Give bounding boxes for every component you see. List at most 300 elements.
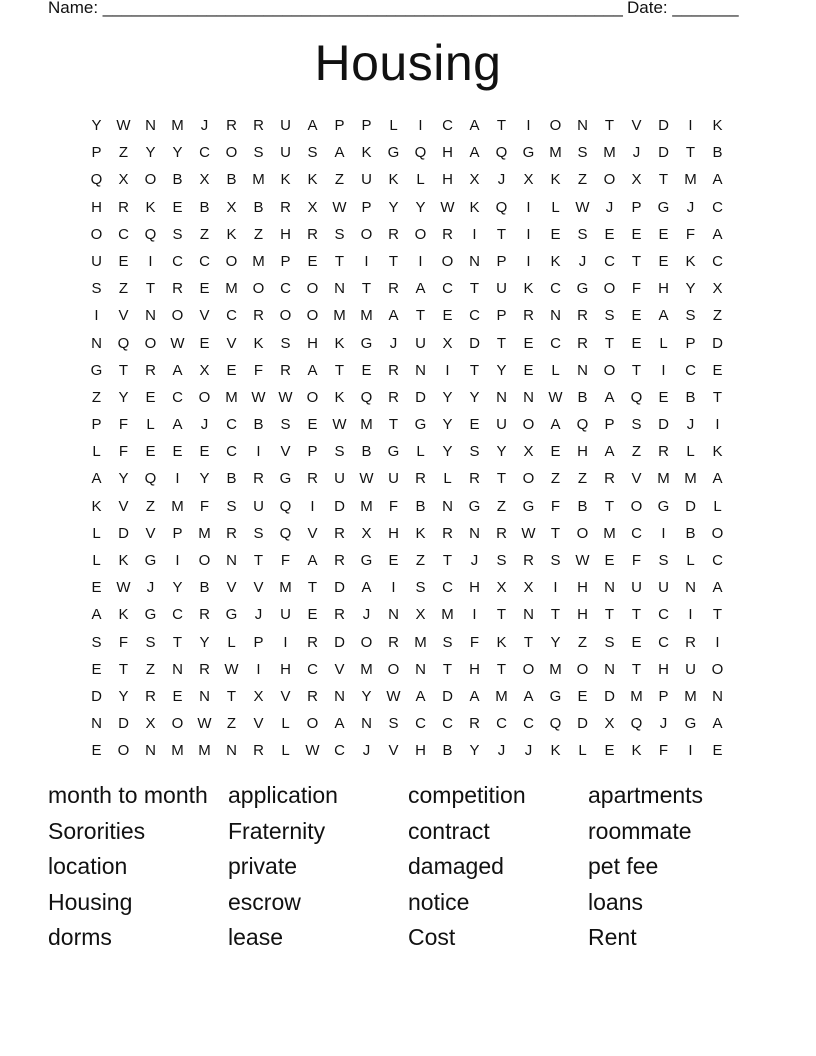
word-list-item: damaged bbox=[408, 853, 504, 880]
grid-letter: K bbox=[550, 171, 561, 189]
grid-letter: L bbox=[686, 443, 695, 461]
grid-letter: W bbox=[305, 742, 320, 760]
grid-letter: M bbox=[549, 660, 562, 678]
grid-letter: K bbox=[712, 443, 723, 461]
grid-letter: M bbox=[360, 660, 373, 678]
grid-letter: Q bbox=[495, 144, 508, 162]
grid-letter: K bbox=[415, 524, 426, 542]
grid-letter: T bbox=[604, 606, 615, 624]
grid-letter: O bbox=[522, 660, 535, 678]
grid-letter: S bbox=[604, 633, 615, 651]
grid-letter: N bbox=[712, 687, 723, 705]
grid-letter: O bbox=[603, 171, 616, 189]
grid-letter: X bbox=[199, 361, 210, 379]
grid-letter: K bbox=[334, 334, 345, 352]
grid-letter: X bbox=[523, 443, 534, 461]
grid-letter: V bbox=[253, 579, 264, 597]
grid-letter: J bbox=[686, 416, 695, 434]
grid-letter: H bbox=[658, 280, 669, 298]
grid-letter: W bbox=[116, 579, 131, 597]
grid-letter: G bbox=[90, 361, 103, 379]
word-list-item: pet fee bbox=[588, 853, 659, 880]
grid-letter: E bbox=[712, 361, 723, 379]
grid-letter: N bbox=[226, 552, 237, 569]
puzzle-title: Housing bbox=[314, 35, 502, 91]
grid-letter: E bbox=[631, 633, 642, 651]
grid-letter: V bbox=[631, 117, 642, 134]
grid-letter: T bbox=[334, 252, 345, 270]
grid-letter: K bbox=[388, 171, 399, 189]
grid-letter: I bbox=[256, 443, 261, 461]
grid-letter: L bbox=[92, 524, 101, 542]
grid-letter: G bbox=[657, 497, 670, 515]
grid-letter: Q bbox=[360, 388, 373, 406]
grid-letter: O bbox=[441, 252, 454, 270]
grid-letter: W bbox=[116, 117, 131, 134]
grid-letter: M bbox=[198, 524, 211, 542]
grid-letter: O bbox=[360, 633, 373, 651]
grid-letter: R bbox=[172, 280, 183, 298]
grid-letter: E bbox=[523, 334, 534, 352]
grid-letter: C bbox=[604, 252, 615, 270]
grid-letter: W bbox=[521, 524, 536, 542]
grid-letter: L bbox=[416, 171, 425, 189]
grid-letter: Q bbox=[90, 171, 103, 189]
grid-letter: T bbox=[631, 361, 642, 379]
grid-letter: P bbox=[334, 117, 345, 134]
grid-letter: S bbox=[253, 524, 264, 542]
grid-letter: O bbox=[306, 280, 319, 298]
grid-letter: J bbox=[578, 252, 587, 270]
grid-letter: A bbox=[361, 579, 372, 597]
grid-letter: W bbox=[170, 334, 185, 352]
grid-letter: O bbox=[549, 117, 562, 134]
grid-letter: T bbox=[388, 416, 399, 434]
word-list bbox=[48, 780, 768, 958]
grid-letter: E bbox=[226, 361, 237, 379]
grid-letter: N bbox=[496, 388, 507, 406]
word-list-item: roommate bbox=[588, 817, 692, 844]
grid-letter: E bbox=[307, 606, 318, 624]
grid-letter: Y bbox=[442, 388, 453, 406]
word-list-item: loans bbox=[588, 888, 643, 915]
grid-letter: I bbox=[256, 660, 261, 678]
grid-letter: M bbox=[171, 117, 184, 134]
grid-letter: K bbox=[118, 552, 129, 569]
grid-letter: R bbox=[496, 524, 507, 542]
grid-letter: E bbox=[145, 388, 156, 406]
grid-letter: X bbox=[253, 687, 264, 705]
grid-letter: H bbox=[577, 579, 588, 597]
grid-letter: T bbox=[145, 280, 156, 298]
grid-letter: C bbox=[469, 307, 480, 325]
grid-letter: O bbox=[171, 307, 184, 325]
grid-letter: N bbox=[577, 361, 588, 379]
grid-letter: F bbox=[253, 361, 264, 379]
grid-letter: A bbox=[334, 715, 345, 733]
grid-letter: N bbox=[172, 660, 183, 678]
grid-letter: K bbox=[145, 198, 156, 216]
grid-letter: E bbox=[307, 252, 318, 270]
grid-letter: K bbox=[550, 252, 561, 270]
grid-letter: A bbox=[604, 388, 615, 406]
grid-letter: W bbox=[575, 198, 590, 216]
grid-letter: E bbox=[172, 443, 183, 461]
grid-letter: U bbox=[280, 144, 291, 162]
grid-letter: C bbox=[712, 198, 723, 216]
grid-letter: S bbox=[577, 225, 588, 243]
grid-letter: D bbox=[469, 334, 480, 352]
grid-letter: S bbox=[307, 144, 318, 162]
grid-letter: R bbox=[253, 742, 264, 760]
grid-letter: I bbox=[310, 497, 315, 515]
grid-letter: R bbox=[388, 388, 399, 406]
grid-letter: C bbox=[685, 361, 696, 379]
grid-letter: H bbox=[442, 171, 453, 189]
name-field-label: Name: _______________________________________________________ bbox=[48, 0, 623, 17]
grid-letter: Y bbox=[199, 633, 210, 651]
word-list-item: dorms bbox=[48, 924, 112, 951]
grid-letter: H bbox=[469, 660, 480, 678]
grid-letter: K bbox=[631, 742, 642, 760]
grid-letter: N bbox=[334, 687, 345, 705]
grid-letter: C bbox=[442, 579, 453, 597]
grid-letter: T bbox=[469, 280, 480, 298]
word-list-item: application bbox=[228, 782, 338, 808]
grid-letter: J bbox=[470, 552, 479, 569]
grid-letter: T bbox=[415, 307, 426, 325]
grid-letter: F bbox=[685, 225, 696, 243]
grid-letter: M bbox=[603, 144, 616, 162]
grid-letter: H bbox=[415, 742, 426, 760]
grid-letter: A bbox=[658, 307, 669, 325]
grid-letter: J bbox=[146, 579, 155, 597]
grid-letter: D bbox=[415, 388, 426, 406]
grid-letter: G bbox=[387, 443, 400, 461]
grid-letter: W bbox=[224, 660, 239, 678]
grid-letter: R bbox=[388, 633, 399, 651]
grid-letter: M bbox=[225, 388, 238, 406]
grid-letter: D bbox=[658, 416, 669, 434]
grid-letter: C bbox=[172, 388, 183, 406]
grid-letter: A bbox=[523, 687, 534, 705]
grid-letter: Z bbox=[577, 171, 588, 189]
grid-letter: U bbox=[280, 606, 291, 624]
grid-letter: V bbox=[307, 524, 318, 542]
word-list-item: Rent bbox=[588, 924, 637, 951]
grid-letter: E bbox=[631, 225, 642, 243]
grid-letter: S bbox=[388, 715, 399, 733]
grid-letter: D bbox=[334, 579, 345, 597]
grid-letter: A bbox=[307, 552, 318, 569]
grid-letter: G bbox=[360, 552, 373, 569]
grid-letter: H bbox=[577, 443, 588, 461]
grid-letter: T bbox=[496, 334, 507, 352]
grid-letter: C bbox=[172, 606, 183, 624]
grid-letter: U bbox=[496, 280, 507, 298]
grid-letter: G bbox=[387, 144, 400, 162]
grid-letter: K bbox=[307, 171, 318, 189]
grid-letter: A bbox=[415, 280, 426, 298]
grid-letter: W bbox=[251, 388, 266, 406]
grid-letter: J bbox=[524, 742, 533, 760]
grid-letter: O bbox=[144, 334, 157, 352]
word-list-item: Housing bbox=[48, 888, 133, 915]
grid-letter: X bbox=[631, 171, 642, 189]
grid-letter: N bbox=[577, 117, 588, 134]
grid-letter: O bbox=[630, 497, 643, 515]
grid-letter: O bbox=[576, 524, 589, 542]
grid-letter: E bbox=[631, 334, 642, 352]
grid-letter: Z bbox=[145, 497, 156, 515]
grid-letter: B bbox=[172, 171, 183, 189]
grid-letter: S bbox=[334, 443, 345, 461]
grid-letter: L bbox=[146, 416, 155, 434]
grid-letter: R bbox=[307, 687, 318, 705]
grid-letter: R bbox=[415, 470, 426, 488]
grid-letter: S bbox=[577, 144, 588, 162]
grid-letter: O bbox=[360, 225, 373, 243]
grid-letter: Q bbox=[576, 416, 589, 434]
grid-letter: P bbox=[91, 144, 102, 162]
grid-letter: N bbox=[361, 715, 372, 733]
grid-letter: N bbox=[334, 280, 345, 298]
grid-letter: D bbox=[658, 117, 669, 134]
grid-letter: D bbox=[712, 334, 723, 352]
grid-letter: E bbox=[91, 579, 102, 597]
grid-letter: R bbox=[388, 225, 399, 243]
grid-letter: J bbox=[605, 198, 614, 216]
grid-letter: C bbox=[712, 552, 723, 569]
grid-letter: A bbox=[91, 470, 102, 488]
grid-letter: C bbox=[280, 280, 291, 298]
grid-letter: N bbox=[145, 307, 156, 325]
grid-letter: S bbox=[469, 443, 480, 461]
date-field-label: Date: _______ bbox=[627, 0, 739, 17]
grid-letter: O bbox=[522, 470, 535, 488]
grid-letter: F bbox=[631, 552, 642, 569]
word-list-item: private bbox=[228, 853, 298, 880]
grid-letter: F bbox=[118, 416, 129, 434]
grid-letter: R bbox=[253, 117, 264, 134]
grid-letter: O bbox=[279, 307, 292, 325]
grid-letter: S bbox=[631, 416, 642, 434]
grid-letter: M bbox=[684, 470, 697, 488]
grid-letter: T bbox=[442, 660, 453, 678]
grid-letter: L bbox=[389, 117, 398, 134]
grid-letter: E bbox=[199, 280, 210, 298]
grid-letter: F bbox=[280, 552, 291, 569]
grid-letter: H bbox=[280, 660, 291, 678]
grid-letter: X bbox=[523, 579, 534, 597]
grid-letter: E bbox=[199, 334, 210, 352]
grid-letter: U bbox=[361, 171, 372, 189]
grid-letter: Y bbox=[469, 742, 480, 760]
grid-letter: C bbox=[307, 660, 318, 678]
grid-letter: I bbox=[283, 633, 288, 651]
grid-letter: L bbox=[578, 742, 587, 760]
grid-letter: U bbox=[91, 252, 102, 270]
grid-letter: N bbox=[469, 252, 480, 270]
grid-letter: O bbox=[306, 715, 319, 733]
grid-letter: L bbox=[281, 715, 290, 733]
grid-letter: Y bbox=[496, 443, 507, 461]
grid-letter: R bbox=[334, 524, 345, 542]
grid-letter: E bbox=[388, 552, 399, 569]
grid-letter: Z bbox=[712, 307, 723, 325]
grid-letter: R bbox=[604, 470, 615, 488]
grid-letter: B bbox=[361, 443, 372, 461]
grid-letter: M bbox=[333, 307, 346, 325]
grid-letter: Z bbox=[577, 633, 588, 651]
grid-letter: C bbox=[415, 715, 426, 733]
grid-letter: R bbox=[280, 361, 291, 379]
grid-letter: C bbox=[523, 715, 534, 733]
grid-letter: C bbox=[658, 633, 669, 651]
grid-letter: E bbox=[118, 252, 129, 270]
grid-letter: A bbox=[172, 361, 183, 379]
grid-letter: O bbox=[711, 524, 724, 542]
grid-letter: X bbox=[415, 606, 426, 624]
grid-letter: S bbox=[280, 334, 291, 352]
grid-letter: I bbox=[526, 225, 531, 243]
grid-letter: J bbox=[200, 416, 209, 434]
grid-letter: K bbox=[361, 144, 372, 162]
grid-letter: Z bbox=[577, 470, 588, 488]
grid-letter: C bbox=[631, 524, 642, 542]
grid-letter: R bbox=[334, 606, 345, 624]
grid-letter: I bbox=[688, 742, 693, 760]
grid-letter: Y bbox=[199, 470, 210, 488]
grid-letter: I bbox=[661, 361, 666, 379]
grid-letter: K bbox=[118, 606, 129, 624]
grid-letter: S bbox=[226, 497, 237, 515]
grid-letter: H bbox=[469, 579, 480, 597]
grid-letter: S bbox=[658, 552, 669, 569]
grid-letter: Y bbox=[172, 144, 183, 162]
grid-letter: I bbox=[364, 252, 369, 270]
grid-letter: N bbox=[550, 307, 561, 325]
grid-letter: W bbox=[332, 198, 347, 216]
grid-letter: X bbox=[361, 524, 372, 542]
grid-letter: C bbox=[334, 742, 345, 760]
grid-letter: R bbox=[253, 470, 264, 488]
grid-letter: K bbox=[226, 225, 237, 243]
grid-letter: X bbox=[523, 171, 534, 189]
grid-letter: C bbox=[442, 280, 453, 298]
grid-letter: L bbox=[713, 497, 722, 515]
grid-letter: D bbox=[604, 687, 615, 705]
grid-letter: L bbox=[551, 198, 560, 216]
grid-letter: Q bbox=[549, 715, 562, 733]
grid-letter: E bbox=[172, 198, 183, 216]
grid-letter: V bbox=[631, 470, 642, 488]
grid-letter: T bbox=[604, 497, 615, 515]
grid-letter: O bbox=[225, 144, 238, 162]
grid-letter: M bbox=[225, 280, 238, 298]
grid-letter: N bbox=[604, 579, 615, 597]
grid-letter: M bbox=[603, 524, 616, 542]
grid-letter: K bbox=[280, 171, 291, 189]
grid-letter: P bbox=[685, 334, 696, 352]
grid-letter: T bbox=[361, 280, 372, 298]
grid-letter: B bbox=[712, 144, 723, 162]
grid-letter: A bbox=[469, 117, 480, 134]
grid-letter: T bbox=[496, 606, 507, 624]
grid-letter: C bbox=[226, 307, 237, 325]
grid-letter: T bbox=[388, 252, 399, 270]
grid-letter: R bbox=[469, 470, 480, 488]
grid-letter: H bbox=[658, 660, 669, 678]
word-list-item: Fraternity bbox=[228, 817, 326, 844]
word-list-item: notice bbox=[408, 888, 470, 915]
word-list-item: contract bbox=[408, 817, 490, 844]
grid-letter: Q bbox=[414, 144, 427, 162]
grid-letter: O bbox=[387, 660, 400, 678]
grid-letter: E bbox=[442, 307, 453, 325]
grid-letter: E bbox=[604, 225, 615, 243]
grid-letter: N bbox=[604, 660, 615, 678]
grid-letter: N bbox=[388, 606, 399, 624]
grid-letter: G bbox=[144, 552, 157, 569]
grid-letter: R bbox=[388, 361, 399, 379]
grid-letter: T bbox=[658, 171, 669, 189]
grid-letter: A bbox=[334, 144, 345, 162]
grid-letter: X bbox=[145, 715, 156, 733]
grid-letter: H bbox=[577, 606, 588, 624]
grid-letter: F bbox=[550, 497, 561, 515]
grid-letter: B bbox=[442, 742, 453, 760]
grid-letter: T bbox=[253, 552, 264, 569]
grid-letter: J bbox=[686, 198, 695, 216]
grid-letter: A bbox=[307, 117, 318, 134]
grid-letter: U bbox=[496, 416, 507, 434]
grid-letter: C bbox=[226, 443, 237, 461]
grid-letter: N bbox=[523, 606, 534, 624]
grid-letter: I bbox=[526, 252, 531, 270]
word-list-item: location bbox=[48, 853, 128, 880]
grid-letter: E bbox=[550, 443, 561, 461]
grid-letter: I bbox=[175, 470, 180, 488]
grid-letter: W bbox=[575, 552, 590, 569]
grid-letter: V bbox=[253, 715, 264, 733]
grid-letter: K bbox=[334, 388, 345, 406]
grid-letter: P bbox=[604, 416, 615, 434]
grid-letter: Q bbox=[630, 715, 643, 733]
grid-letter: G bbox=[576, 280, 589, 298]
grid-letter: I bbox=[418, 252, 423, 270]
grid-letter: F bbox=[469, 633, 480, 651]
grid-letter: N bbox=[199, 687, 210, 705]
grid-letter: K bbox=[91, 497, 102, 515]
grid-letter: Y bbox=[145, 144, 156, 162]
grid-letter: F bbox=[631, 280, 642, 298]
grid-letter: O bbox=[252, 280, 265, 298]
grid-letter: C bbox=[442, 117, 453, 134]
grid-letter: A bbox=[388, 307, 399, 325]
word-list-item: competition bbox=[408, 782, 526, 808]
grid-letter: Z bbox=[118, 280, 129, 298]
grid-letter: T bbox=[685, 144, 696, 162]
grid-letter: V bbox=[226, 579, 237, 597]
grid-letter: Q bbox=[279, 497, 292, 515]
grid-letter: B bbox=[226, 171, 237, 189]
grid-letter: G bbox=[225, 606, 238, 624]
grid-letter: E bbox=[307, 416, 318, 434]
grid-letter: X bbox=[199, 171, 210, 189]
grid-letter: E bbox=[361, 361, 372, 379]
grid-letter: M bbox=[630, 687, 643, 705]
